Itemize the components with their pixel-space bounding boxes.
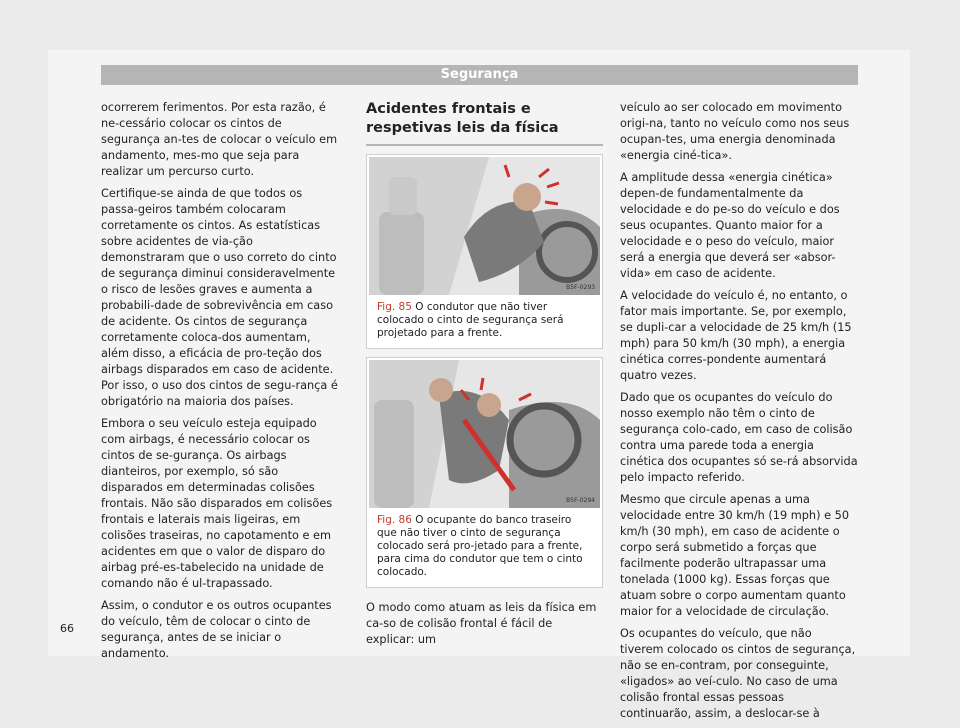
paragraph: O modo como atuam as leis da física em ca-so de colisão frontal é fácil de explicar: um [366, 601, 597, 646]
paragraph: ocorrerem ferimentos. Por esta razão, é ne-cessário colocar os cintos de segurança an-tes de colocar o veículo em andamento, mes-mo que seja para realizar um percurso curto. [101, 101, 338, 178]
figure-caption [369, 295, 600, 340]
title-divider [366, 144, 603, 146]
section-header: Segurança [101, 65, 858, 85]
figure-caption [369, 508, 600, 579]
paragraph: Dado que os ocupantes do veículo do nosso exemplo não têm o cinto de segurança colo-cado, em caso de colisão contra uma parede toda a energia cinética dos ocupantes só se-rá absorvida pelo impacto referido. [620, 391, 858, 484]
paragraph: Mesmo que circule apenas a uma velocidade entre 30 km/h (19 mph) e 50 km/h (30 mph), em caso de acidente o corpo será submetido a forças que facilmente poderão ultrapassar uma tonelada (1000 kg). Essas forças que atuam sobre o corpo aumentam quanto maior for a velocidade de circulação. [620, 493, 850, 618]
figure-86 [366, 357, 603, 588]
paragraph: Certifique-se ainda de que todos os passa-geiros também colocaram corretamente os cintos. As estatísticas sobre acidentes de via-ção demonstraram que o uso correto do cinto de segurança diminui consideravelmente o risco de lesões graves e aumenta a probabili-dade de sobrevivência em caso de acidente. Os cintos de segurança corretamente coloca-dos aumentam, além disso, a eficácia de pro-teção dos airbags disparados em caso de acidente. Por isso, o uso dos cintos de segu-rança é obrigatório na maioria dos países. [101, 187, 338, 408]
driver-crash-illustration [369, 157, 600, 295]
rear-passenger-crash-illustration [369, 360, 600, 508]
paragraph: Embora o seu veículo esteja equipado com airbags, é necessário colocar os cintos de se-gurança. Os airbags dianteiros, por exemplo, só são disparados em determinadas colisões frontais. Não são disparados em colisões frontais e laterais mais ligeiras, em colisões traseiras, no capotamento e em acidentes em que o valor de disparo do airbag pré-es-tabelecido na unidade de comando não é ul-trapassado. [101, 417, 333, 590]
section-title: Acidentes frontais e respetivas leis da física [366, 101, 559, 136]
paragraph: A velocidade do veículo é, no entanto, o fator mais importante. Se, por exemplo, se dupli-car a velocidade de 25 km/h (15 mph) para 50 km/h (30 mph), a energia cinética corres-pondente aumentará quatro vezes. [620, 289, 852, 382]
page-number: 66 [60, 622, 74, 635]
figure-code: B5F-0294 [566, 497, 595, 504]
paragraph: A amplitude dessa «energia cinética» depen-de fundamentalmente da velocidade e do pe-so do veículo e dos seus ocupantes. Quanto maior for a velocidade e o peso do veículo, maior será a energia que deverá ser «absor-vida» em caso de acidente. [620, 171, 840, 280]
figure-caption-text: O ocupante do banco traseiro que não tiver o cinto de segurança colocado será pro-jetado para a frente, para cima do condutor que tem o cinto colocado. [377, 514, 583, 578]
column-left [101, 100, 339, 668]
column-middle [366, 100, 603, 654]
column-right [620, 100, 858, 728]
paragraph: Assim, o condutor e os outros ocupantes do veículo, têm de colocar o cinto de segurança, antes de se iniciar o andamento. [101, 599, 332, 660]
paragraph: veículo ao ser colocado em movimento origi-na, tanto no veículo como nos seus ocupan-tes, uma energia denominada «energia ciné-tica». [620, 101, 850, 162]
figure-caption-text: O condutor que não tiver colocado o cinto de segurança será projetado para a frente. [377, 301, 564, 339]
figure-label: Fig. 86 [377, 514, 412, 526]
figure-code: B5F-0293 [566, 284, 595, 291]
paragraph: Os ocupantes do veículo, que não tiverem colocado os cintos de segurança, não se en-contram, por conseguinte, «ligados» ao veí-culo. No caso de uma colisão frontal essas pessoas continuarão, assim, a deslocar-se à [620, 627, 856, 720]
figure-label: Fig. 85 [377, 301, 412, 313]
figure-85 [366, 154, 603, 349]
